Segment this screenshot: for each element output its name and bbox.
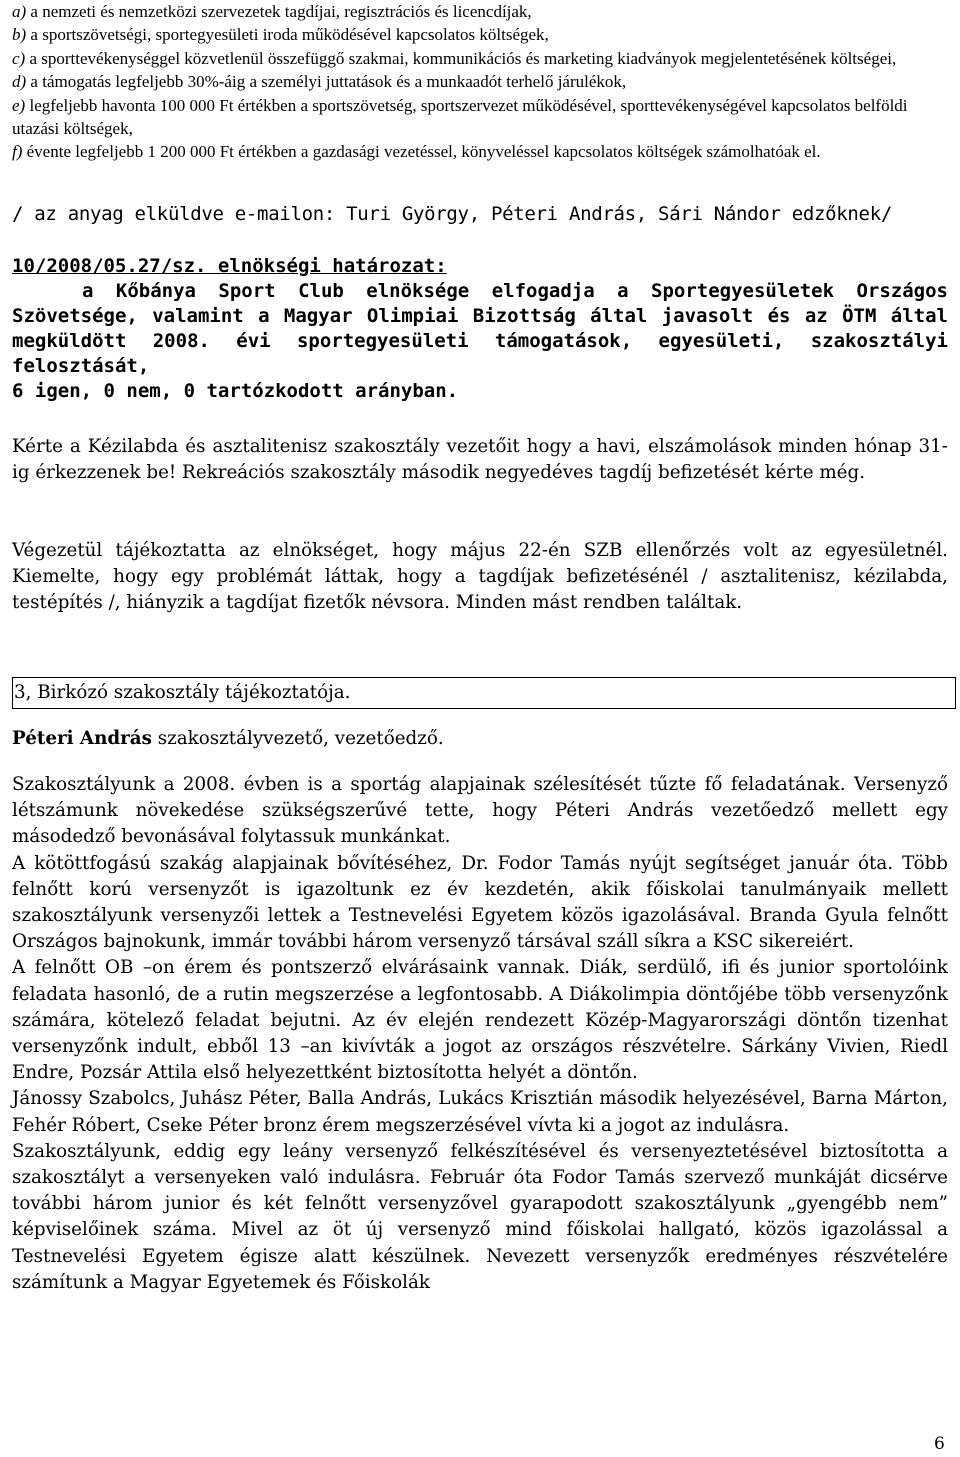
board-decision <box>12 254 948 404</box>
report-paragraph: Szakosztályunk, eddig egy leány versenyző felkészítésével és versenyeztetésével biztosította a szakosztályt a versenyeken való indulásra. Február óta Fodor Tamás szervező munkáját dicsérve további három junior és két felnőtt versenyzővel gyarapodott szakosztályunk „gyengébb nem” képviselőinek száma. Mivel az öt új versenyző mind főiskolai hallgató, közös igazolással a Testnevelési Egyetem égisze alatt készülnek. Nevezett versenyzők eredményes részvételére számítunk a Magyar Egyetemek és Főiskolák <box>12 1140 948 1293</box>
paragraph-audit: Végezetül tájékoztatta az elnökséget, hogy május 22-én SZB ellenőrzés volt az egyesületnél. Kiemelte, hogy egy problémát láttak, hogy a tagdíjak befizetésénél / asztalitenisz, kézilabda, testépítés /, hiányzik a tagdíjat fizetők névsora. Minden mást rendben találtak. <box>12 540 948 614</box>
decision-text: a Kőbánya Sport Club elnöksége elfogadja a Sportegyesületek Országos Szövetsége, valamint a Magyar Olimpiai Bizottság által javasolt és az ÖTM által megküldött 2008. évi sportegyesületi támogatások, egyesületi, szakosztályi felosztását, <box>12 280 948 377</box>
report-paragraph: Szakosztályunk a 2008. évben is a sportág alapjainak szélesítését tűzte fő feladatának. Versenyző létszámunk növekedése szükségszerűvé tette, hogy Péteri András vezetőedző mellett egy másodedző bevonásával folytassuk munkánkat. <box>12 774 948 848</box>
cost-list <box>12 0 948 164</box>
list-item: d) a támogatás legfeljebb 30%-áig a személyi juttatások és a munkaadót terhelő járulékok, <box>12 72 627 92</box>
paragraph-settlement: Kérte a Kézilabda és asztalitenisz szakosztály vezetőit hogy a havi, elszámolások minden hónap 31-ig érkezzenek be! Rekreációs szakosztály második negyedéves tagdíj befizetését kérte még. <box>12 436 948 484</box>
leader-name: Péteri András <box>12 728 152 749</box>
decision-vote: 6 igen, 0 nem, 0 tartózkodott arányban. <box>12 380 459 402</box>
leader-role: szakosztályvezető, vezetőedző. <box>151 728 444 749</box>
list-item: f) évente legfeljebb 1 200 000 Ft értékben a gazdasági vezetéssel, könyveléssel kapcsolatos költségek számolhatóak el. <box>12 142 821 162</box>
wrestling-report <box>12 772 948 1296</box>
list-item: c) a sporttevékenységgel közvetlenül összefüggő szakmai, kommunikációs és marketing kiadványok megjelentetésének költségei, <box>12 48 897 68</box>
page-number: 6 <box>934 1434 945 1454</box>
list-item: b) a sportszövetségi, sportegyesületi iroda működésével kapcsolatos költségek, <box>12 25 549 45</box>
report-paragraph: A kötöttfogású szakág alapjainak bővítéséhez, Dr. Fodor Tamás nyújt segítséget január óta. Több felnőtt korú versenyzőt is igazoltunk ez év kezdetén, akik főiskolai tanulmányaik mellett szakosztályunk versenyzői lettek a Testnevelési Egyetem közös igazolásával. Branda Gyula felnőtt Országos bajnokunk, immár további három versenyző társával száll síkra a KSC sikereiért. <box>12 852 948 953</box>
list-item: a) a nemzeti és nemzetközi szervezetek tagdíjai, regisztrációs és licencdíjak, <box>12 2 532 21</box>
decision-heading <box>12 254 948 279</box>
section-leader <box>12 728 444 749</box>
decision-number: 10/2008/05.27/sz. <box>12 255 207 277</box>
decision-title: elnökségi határozat: <box>206 255 447 277</box>
report-paragraph: A felnőtt OB –on érem és pontszerző elvárásaink vannak. Diák, serdülő, ifi és junior sportolóink feladata hasonló, de a rutin megszerzése a legfontosabb. A Diákolimpia döntőjébe több versenyzőnk számára, kötelező feladat bejutni. Az év elején rendezett Közép-Magyarországi döntőn tizenhat versenyzőnk indult, ebből 13 –an kivívták a jogot az országos részvételre. Sárkány Vivien, Riedl Endre, Pozsár Attila első helyezettként biztosította helyét a döntőn. <box>12 957 948 1084</box>
email-note: / az anyag elküldve e-mailon: Turi György, Péteri András, Sári Nándor edzőknek/ <box>12 203 892 225</box>
report-paragraph: Jánossy Szabolcs, Juhász Péter, Balla András, Lukács Krisztián második helyezésével, Barna Márton, Fehér Róbert, Cseke Péter bronz érem megszerzésével vívta ki a jogot az indulásra. <box>12 1088 948 1136</box>
section-heading: 3, Birkózó szakosztály tájékoztatója. <box>12 677 956 709</box>
list-item: e) legfeljebb havonta 100 000 Ft értékben a sportszövetség, sportszervezet működésével, sporttevékenységével kapcsolatos belföldi utazási költségek, <box>12 95 908 139</box>
